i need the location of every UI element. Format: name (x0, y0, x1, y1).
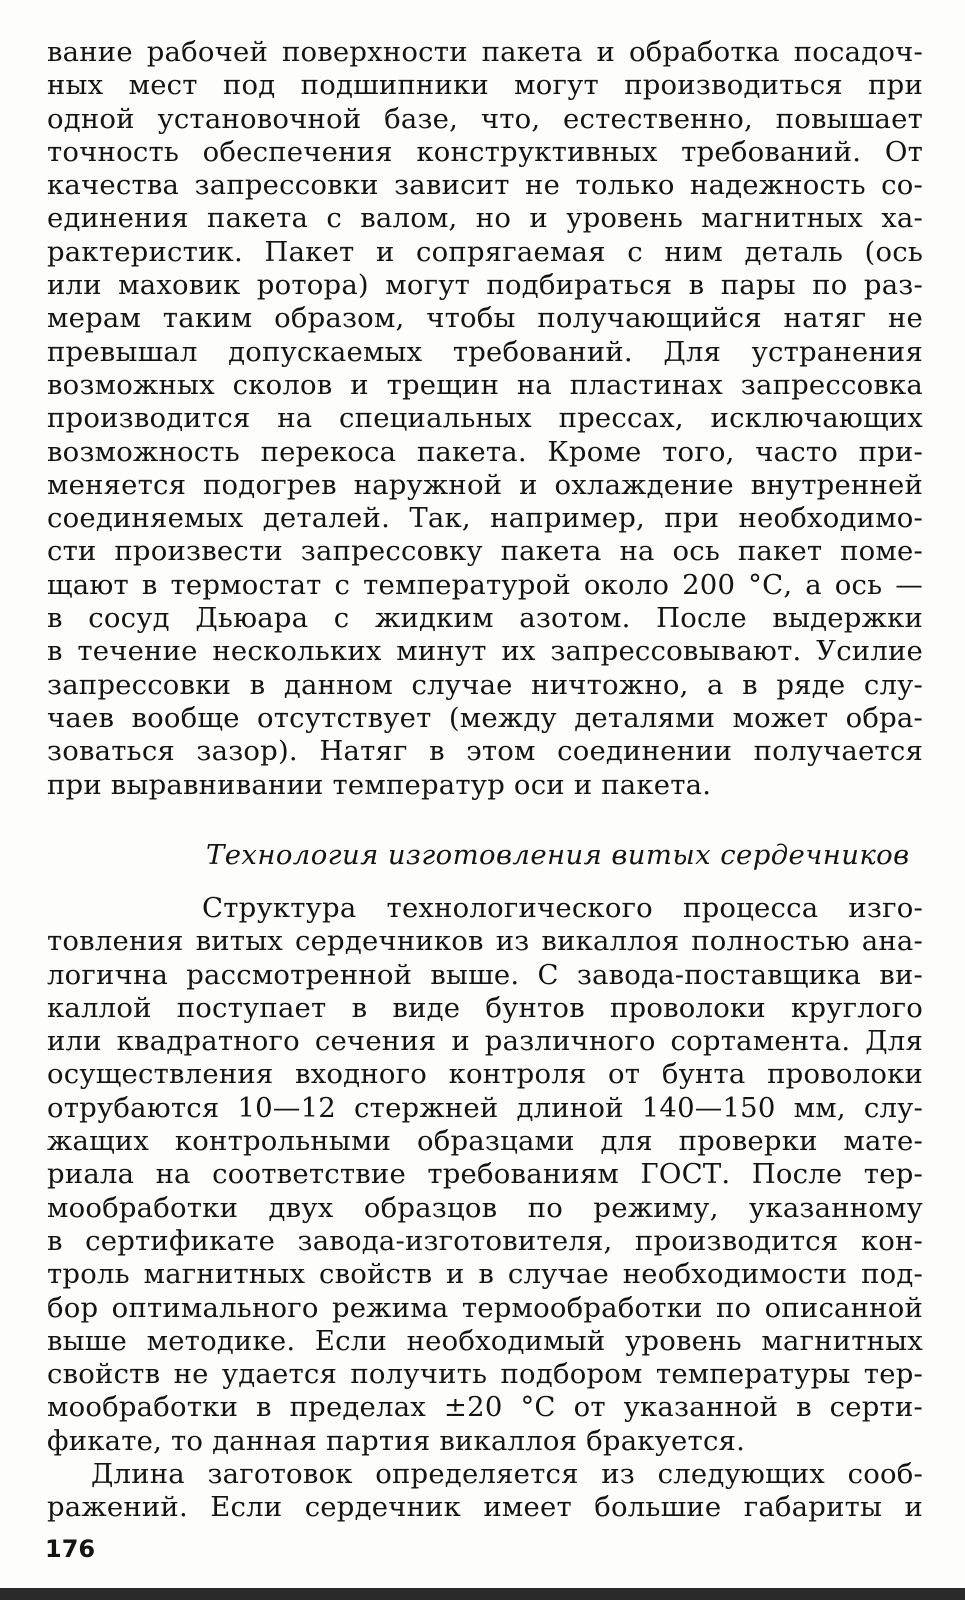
text-line: меняется подогрев наружной и охлаждение внутренней (47, 468, 923, 501)
text-line: ных мест под подшипники могут производиться при (47, 69, 923, 102)
text-line: превышал допускаемых требований. Для устранения (47, 335, 923, 368)
text-line: отрубаются 10—12 стержней длиной 140—150 мм, слу- (47, 1091, 923, 1124)
text-line: единения пакета с валом, но и уровень магнитных ха- (47, 202, 923, 235)
text-line: рактеристик. Пакет и сопрягаемая с ним деталь (ось (47, 235, 923, 268)
text-line: фикате, то данная партия викаллоя бракуется. (47, 1424, 746, 1457)
text-line: вание рабочей поверхности пакета и обработка посадоч- (47, 36, 923, 68)
text-line: чаев вообще отсутствует (между деталями может обра- (47, 701, 923, 734)
page-number: 176 (45, 1535, 96, 1563)
text-line: мообработки двух образцов по режиму, указанному (47, 1191, 923, 1224)
text-line: производится на специальных прессах, исключающих (47, 402, 923, 435)
text-line: в сосуд Дьюара с жидким азотом. После выдержки (47, 602, 923, 635)
text-line: запрессовки в данном случае ничтожно, а в ряде слу- (47, 668, 923, 701)
text-line: ражений. Если сердечник имеет большие габариты и (47, 1491, 923, 1524)
text-line: в течение нескольких минут их запрессовывают. Усилие (47, 635, 923, 668)
text-line: соединяемых деталей. Так, например, при необходимо- (47, 502, 923, 535)
text-line: троль магнитных свойств и в случае необходимости под- (47, 1258, 923, 1291)
text-line: Структура технологического процесса изго- (202, 892, 923, 924)
text-line: свойств не удается получить подбором температуры тер- (47, 1358, 923, 1391)
text-line: мерам таким образом, чтобы получающийся натяг не (47, 302, 923, 335)
text-line: сти произвести запрессовку пакета на ось пакет поме- (47, 535, 923, 568)
text-line: одной установочной базе, что, естественно, повышает (47, 102, 923, 135)
text-line: мообработки в пределах ±20 °С от указанной в серти- (47, 1391, 923, 1424)
text-line: жащих контрольными образцами для проверки мате- (47, 1125, 923, 1158)
text-line: каллой поступает в виде бунтов проволоки круглого (47, 991, 923, 1024)
paragraph-pressing (47, 36, 923, 802)
text-line: точность обеспечения конструктивных требований. От (47, 135, 923, 168)
text-line: качества запрессовки зависит не только надежность со- (47, 169, 923, 202)
text-line: щают в термостат с температурой около 200 °С, а ось — (47, 568, 923, 601)
text-line: или квадратного сечения и различного сортамента. Для (47, 1025, 923, 1058)
text-line: риала на соответствие требованиям ГОСТ. После тер- (47, 1158, 923, 1191)
paragraph-blank-length (47, 1458, 923, 1525)
text-line: бор оптимального режима термообработки по описанной (47, 1291, 923, 1324)
text-line: или маховик ротора) могут подбираться в пары по раз- (47, 269, 923, 302)
text-line: при выравнивании температур оси и пакета. (47, 768, 712, 801)
scan-edge (0, 1588, 965, 1600)
text-line: зоваться зазор). Натяг в этом соединении получается (47, 735, 923, 768)
text-line: осуществления входного контроля от бунта проволоки (47, 1058, 923, 1091)
text-line: логична рассмотренной выше. С завода-поставщика ви- (47, 958, 923, 991)
paragraph-process-structure (47, 892, 923, 1458)
text-line: товления витых сердечников из викаллоя полностью ана- (47, 925, 923, 958)
text-line: Длина заготовок определяется из следующих сооб- (91, 1458, 923, 1490)
text-line: выше методике. Если необходимый уровень магнитных (47, 1324, 923, 1357)
text-line: возможность перекоса пакета. Кроме того, часто при- (47, 435, 923, 468)
text-line: в сертификате завода-изготовителя, производится кон- (47, 1224, 923, 1257)
section-heading: Технология изготовления витых сердечников (206, 839, 910, 871)
text-line: возможных сколов и трещин на пластинах запрессовка (47, 368, 923, 401)
